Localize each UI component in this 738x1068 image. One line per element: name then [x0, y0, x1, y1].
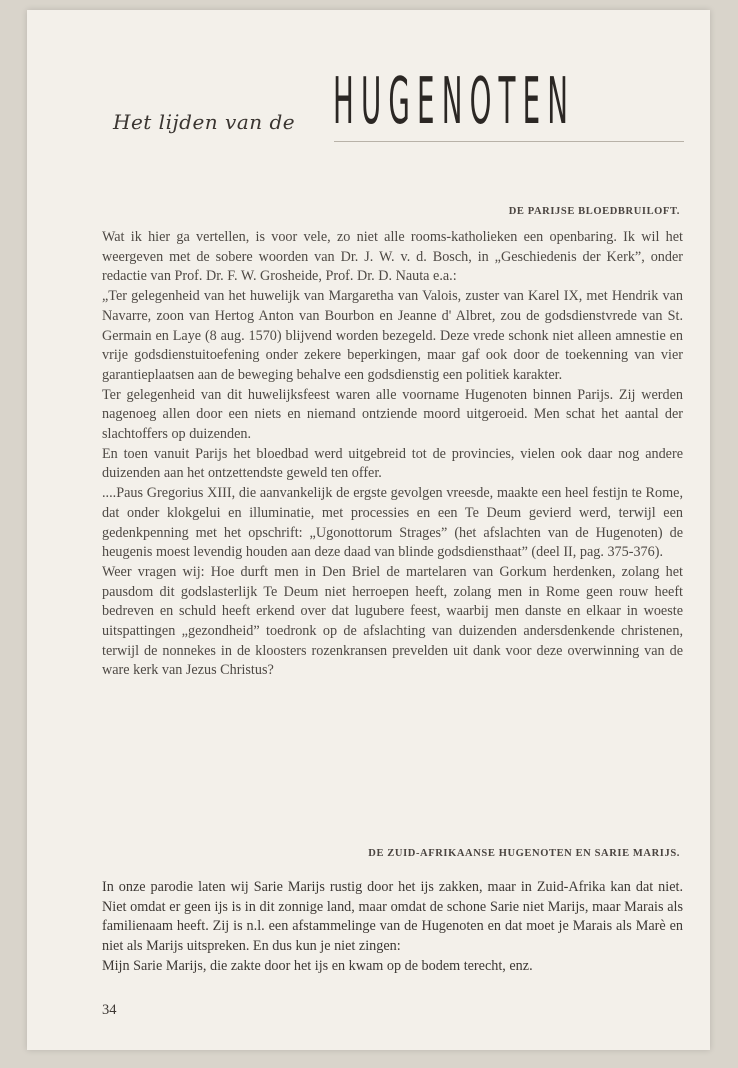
page-number: 34: [102, 1002, 117, 1018]
paragraph: ....Paus Gregorius XIII, die aanvankelijk de ergste gevolgen vreesde, maakte een heel festijn te Rome, dat onder klokgelui en illuminatie, met processies en een Te Deum gevierd werd, terwijl een gedenkpenning met het opschrift: „Ugonottorum Strages” (het afslachten van de Hugenoten) de heugenis moest levendig houden aan deze daad van blinde godsdiensthaat” (deel II, pag. 375-376).: [102, 485, 683, 561]
section-body-zuid-afrikaanse: [102, 878, 683, 977]
page: [27, 10, 710, 1050]
paragraph: „Ter gelegenheid van het huwelijk van Margaretha van Valois, zuster van Karel IX, met Hendrik van Navarre, zoon van Hertog Anton van Bourbon en Jeanne d' Albret, zou de godsdienstvrede van St. Germain en Laye (8 aug. 1570) blijvend worden bezegeld. Deze vrede schonk niet alleen amnestie en vrije godsdienstuitoefening onder zekere beperkingen, maar gaf ook door de toekenning van vier garantieplaatsen aan de beweging behalve een godsdienstig een politiek karakter.: [102, 288, 683, 383]
paragraph: Mijn Sarie Marijs, die zakte door het ijs en kwam op de bodem terecht, enz.: [102, 957, 533, 974]
pre-title: Het lijden van de: [113, 110, 296, 134]
section-heading-bloedbruiloft: DE PARIJSE BLOEDBRUILOFT.: [508, 206, 680, 217]
page-title: HUGENOTEN: [333, 64, 576, 139]
paragraph: In onze parodie laten wij Sarie Marijs rustig door het ijs zakken, maar in Zuid-Afrika kan dat niet. Niet omdat er geen ijs is in dit zonnige land, maar omdat de schone Sarie niet Marijs, maar Marais als familienaam heeft. Zij is n.l. een afstammelinge van de Hugenoten en dat moet je Marais als Marè en niet als Marijs uitspreken. En dus kun je niet zingen:: [102, 879, 683, 955]
paragraph: Wat ik hier ga vertellen, is voor vele, zo niet alle rooms-katholieken een openbaring. Ik wil het weergeven met de sobere woorden van Dr. J. W. v. d. Bosch, in „Geschiedenis der Kerk”, onder redactie van Prof. Dr. F. W. Grosheide, Prof. Dr. D. Nauta e.a.:: [102, 229, 683, 285]
paragraph: Ter gelegenheid van dit huwelijksfeest waren alle voorname Hugenoten binnen Parijs. Zij werden nagenoeg allen door een niets en niemand ontziende moord uitgeroeid. Men schat het aantal der slachtoffers op duizenden.: [102, 386, 683, 443]
title-underline: [334, 141, 684, 142]
paragraph: En toen vanuit Parijs het bloedbad werd uitgebreid tot de provincies, vielen ook daar nog andere duizenden aan het ontzettendste geweld ten offer.: [102, 445, 683, 482]
section-body-bloedbruiloft: [102, 228, 683, 681]
paragraph: Weer vragen wij: Hoe durft men in Den Briel de martelaren van Gorkum herdenken, zolang het pausdom dit godslasterlijk Te Deum niet herroepen heeft, zolang men in Rome geen rouw heeft bedreven en schuld heeft erkend over dat lugubere feest, waarbij men danste en elkaar in woeste uitspattingen „gezondheid” toedronk op de afslachting van duizenden andersdenkende christenen, terwijl de nonnekes in de kloosters rozenkransen prevelden uit dank voor deze overwinning van de ware kerk van Jezus Christus?: [102, 563, 683, 679]
section-heading-zuid-afrikaanse: DE ZUID-AFRIKAANSE HUGENOTEN EN SARIE MARIJS.: [368, 848, 680, 859]
